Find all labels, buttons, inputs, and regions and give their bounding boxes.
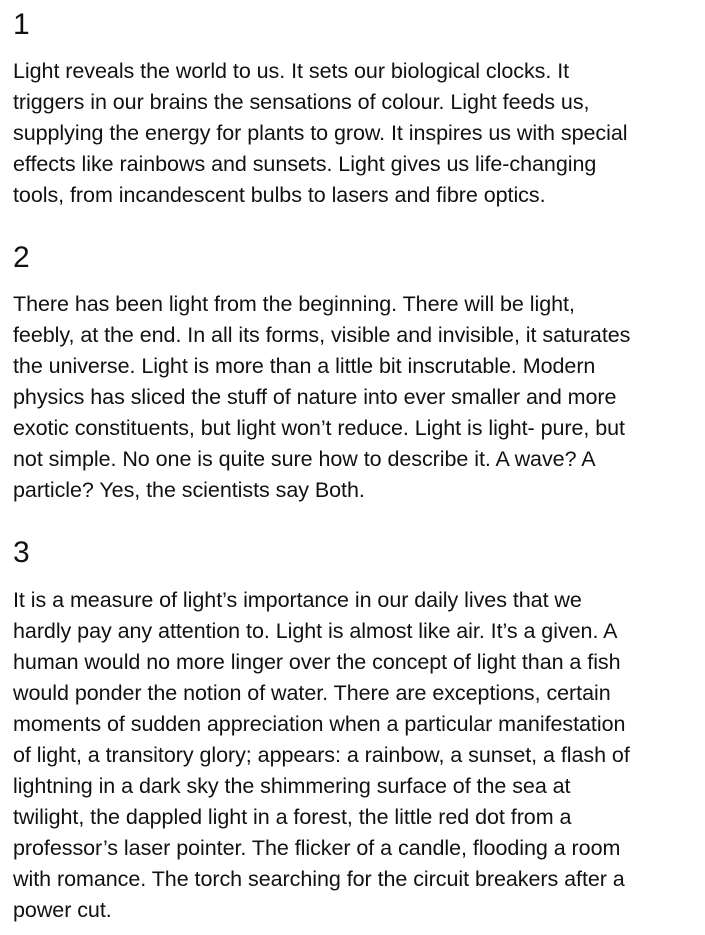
paragraph-line: human would no more linger over the concept of light than a fish <box>13 650 621 674</box>
paragraph-line: particle? Yes, the scientists say Both. <box>13 478 365 502</box>
section-number: 3 <box>13 536 30 569</box>
paragraph-line: with romance. The torch searching for the circuit breakers after a <box>13 867 625 891</box>
paragraph-line: professor’s laser pointer. The flicker of a candle, flooding a room <box>13 836 621 860</box>
section-number: 2 <box>13 241 30 274</box>
paragraph-line: triggers in our brains the sensations of colour. Light feeds us, <box>13 90 590 114</box>
paragraph-line: of light, a transitory glory; appears: a rainbow, a sunset, a flash of <box>13 743 630 767</box>
section-number: 1 <box>13 8 30 41</box>
paragraph-line: would ponder the notion of water. There are exceptions, certain <box>13 681 611 705</box>
paragraph-line: power cut. <box>13 898 112 922</box>
paragraph-line: effects like rainbows and sunsets. Light gives us life-changing <box>13 152 597 176</box>
paragraph-line: It is a measure of light’s importance in our daily lives that we <box>13 588 582 612</box>
paragraph-line: tools, from incandescent bulbs to lasers and fibre optics. <box>13 183 546 207</box>
paragraph-line: hardly pay any attention to. Light is almost like air. It’s a given. A <box>13 619 618 643</box>
section-paragraph <box>13 289 703 506</box>
paragraph-line: Light reveals the world to us. It sets our biological clocks. It <box>13 59 570 83</box>
paragraph-line: lightning in a dark sky the shimmering surface of the sea at <box>13 774 571 798</box>
paragraph-line: supplying the energy for plants to grow. It inspires us with special <box>13 121 628 145</box>
paragraph-line: physics has sliced the stuff of nature into ever smaller and more <box>13 385 617 409</box>
paragraph-line: feebly, at the end. In all its forms, visible and invisible, it saturates <box>13 323 631 347</box>
paragraph-line: moments of sudden appreciation when a particular manifestation <box>13 712 626 736</box>
section-paragraph <box>13 56 703 211</box>
paragraph-line: exotic constituents, but light won’t reduce. Light is light- pure, but <box>13 416 625 440</box>
paragraph-line: twilight, the dappled light in a forest, the little red dot from a <box>13 805 572 829</box>
paragraph-line: the universe. Light is more than a little bit inscrutable. Modern <box>13 354 596 378</box>
paragraph-line: not simple. No one is quite sure how to describe it. A wave? A <box>13 447 596 471</box>
section-paragraph <box>13 585 703 926</box>
paragraph-line: There has been light from the beginning. There will be light, <box>13 292 575 316</box>
